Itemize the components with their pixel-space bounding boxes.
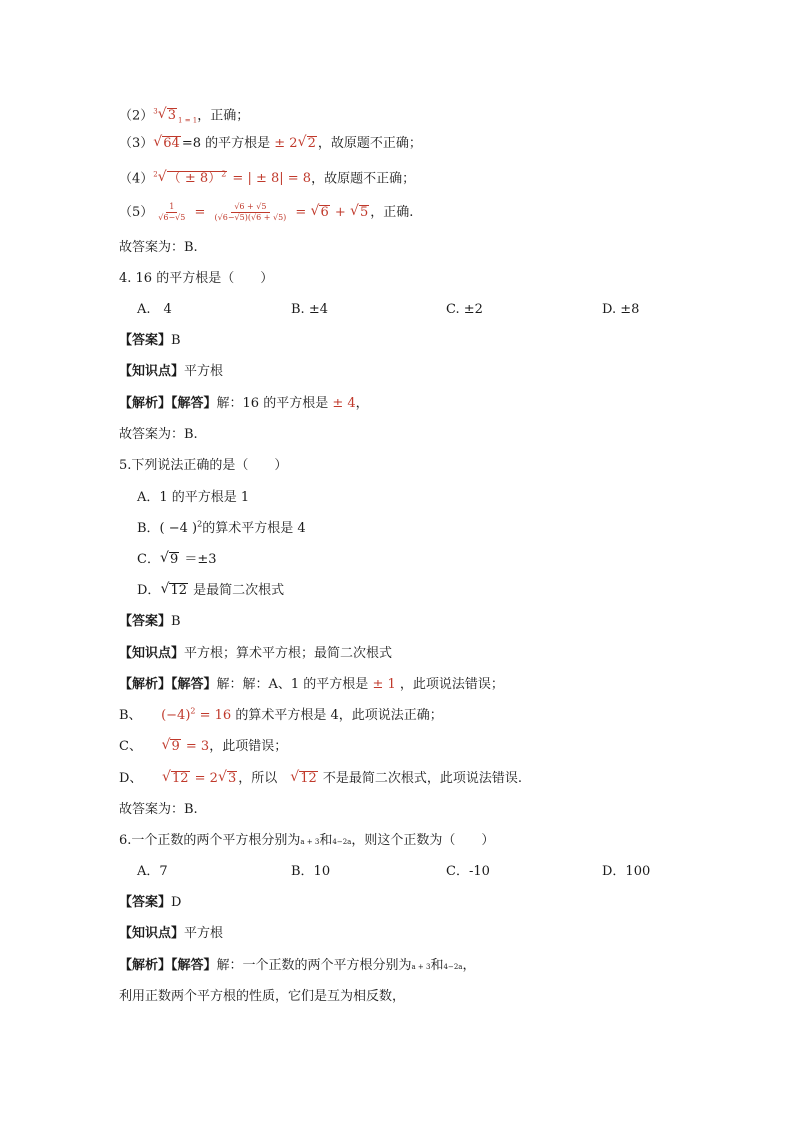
- math-expression: a + 3: [300, 838, 320, 846]
- answer-conclusion: 故答案为：B.: [119, 427, 198, 442]
- analysis-text: ，所以: [238, 771, 278, 786]
- line-text: ，故原题不正确；: [317, 136, 422, 151]
- knowledge-point-value: 平方根；算术平方根；最简二次根式: [184, 646, 393, 661]
- analysis-text: ，此项错误；: [209, 739, 288, 754]
- analysis-text: 的算术平方根是 4，此项说法正确；: [231, 708, 443, 723]
- answer-value: B: [171, 333, 181, 348]
- math-expression: = 16: [195, 708, 232, 723]
- fraction-numerator: 1: [166, 202, 177, 213]
- option-c: C. ±2: [446, 302, 483, 317]
- math-expression: 4−2a: [332, 838, 352, 846]
- radical: [298, 135, 317, 153]
- radical: [158, 170, 228, 188]
- item-number: （2）: [119, 108, 154, 124]
- knowledge-point-line: [119, 645, 392, 663]
- analysis-text: ，: [462, 958, 476, 973]
- analysis-label: 【解析】【解答】: [119, 958, 217, 973]
- solution-line-4: [119, 166, 415, 188]
- option-c: [137, 551, 217, 569]
- option-text: B．( −4 ): [137, 521, 198, 536]
- answer-label: 【答案】: [119, 895, 172, 910]
- answer-line: [119, 613, 181, 631]
- analysis-d-line: [119, 770, 522, 788]
- item-number: （3）: [119, 136, 154, 151]
- math-expression: = 3: [181, 739, 210, 754]
- solution-line-2: [119, 103, 249, 130]
- plus-sign: +: [334, 205, 346, 220]
- item-number: （5）: [119, 205, 154, 220]
- question-text: 6.一个正数的两个平方根分别为: [119, 833, 301, 848]
- radical: [160, 551, 179, 569]
- analysis-text: 不是最简二次根式，此项说法错误.: [318, 771, 523, 786]
- option-text: 的算术平方根是 4: [202, 521, 306, 536]
- option-text: 是最简二次根式: [188, 583, 285, 598]
- knowledge-point-value: 平方根: [184, 926, 224, 941]
- fraction: [155, 202, 188, 223]
- knowledge-point-value: 平方根: [184, 364, 224, 379]
- radicand: 12: [171, 771, 189, 786]
- option-a: A. 4: [137, 302, 172, 317]
- radicand: 3: [167, 108, 177, 124]
- math-expression: ± 4: [332, 396, 356, 411]
- line-text: =8 的平方根是: [181, 136, 271, 151]
- radical: [161, 738, 180, 756]
- radicand: 64: [163, 136, 180, 151]
- analysis-text: 解：16 的平方根是: [216, 396, 329, 411]
- radicand: 5: [359, 205, 369, 220]
- question-text: 和: [319, 833, 333, 848]
- radicand: 12: [170, 583, 187, 598]
- analysis-text: 解：一个正数的两个平方根分别为: [216, 958, 412, 973]
- radicand: 3: [227, 771, 237, 786]
- radicand: （ ± 8）: [167, 171, 222, 187]
- exponent: 2: [221, 170, 227, 179]
- option-text: C．: [137, 552, 160, 567]
- answer-conclusion: 故答案为：B.: [119, 802, 198, 817]
- answer-value: B: [171, 614, 181, 629]
- option-text: D．: [137, 583, 161, 598]
- line-text: ，故原题不正确；: [311, 171, 416, 187]
- option-b: [137, 520, 306, 538]
- math-expression: (−4): [161, 708, 191, 723]
- exponent: 2: [190, 706, 196, 716]
- knowledge-point-line: [119, 925, 223, 943]
- radical: [290, 770, 318, 788]
- question-6-stem: [119, 832, 494, 851]
- answer-label: 【答案】: [119, 333, 172, 348]
- solution-line-3: [119, 135, 422, 153]
- fraction-denominator: (√6−√5)(√6 + √5): [214, 213, 287, 222]
- radical: [218, 770, 237, 788]
- line-text: ，正确；: [197, 108, 250, 124]
- radical: [162, 770, 190, 788]
- analysis-b-line: [119, 707, 443, 725]
- option-c: C．-10: [446, 864, 490, 879]
- option-d: D．100: [602, 864, 651, 879]
- option-d: D. ±8: [602, 302, 640, 317]
- equals-sign: =: [194, 205, 206, 220]
- equals-sign: =: [295, 205, 307, 220]
- option-d: [137, 582, 284, 600]
- answer-value: D: [171, 895, 182, 910]
- answer-line: [119, 894, 181, 912]
- question-5-stem: 5.下列说法正确的是（ ）: [119, 458, 288, 473]
- knowledge-point-label: 【知识点】: [119, 646, 185, 661]
- solution-line-5: [119, 200, 413, 226]
- root-index: 3: [153, 108, 158, 116]
- question-text: ，则这个正数为（ ）: [351, 833, 495, 848]
- fraction-denominator: √6−√5: [158, 213, 186, 222]
- analysis-label: 【解析】【解答】: [119, 396, 217, 411]
- analysis-text: 解：解：A、1 的平方根是: [216, 677, 369, 692]
- radical: [153, 135, 181, 153]
- option-b: B. ±4: [291, 302, 328, 317]
- question-4-stem: 4. 16 的平方根是（ ）: [119, 271, 274, 286]
- answer-conclusion: 故答案为：B.: [119, 240, 198, 255]
- option-text: ＝±3: [180, 552, 217, 567]
- math-expression: = | ± 8| = 8: [228, 171, 312, 187]
- math-expression: ± 2: [274, 136, 298, 151]
- radicand: 2: [307, 136, 316, 151]
- option-a: A．1 的平方根是 1: [137, 490, 250, 505]
- math-expression: ± 1: [372, 677, 396, 692]
- analysis-line: [119, 957, 475, 976]
- sub-label: B、: [119, 708, 136, 723]
- knowledge-point-line: [119, 363, 223, 381]
- analysis-line: [119, 676, 504, 694]
- analysis-c-line: [119, 738, 287, 756]
- line-text: ，正确.: [370, 205, 414, 220]
- knowledge-point-label: 【知识点】: [119, 364, 185, 379]
- radicand: 6: [320, 205, 329, 220]
- math-subscript: 1 = 1: [178, 116, 198, 125]
- analysis-line: [119, 395, 369, 413]
- radicand: 12: [300, 771, 317, 786]
- analysis-reasoning: 利用正数两个平方根的性质，它们是互为相反数，: [119, 989, 406, 1004]
- math-expression: a + 3: [411, 963, 431, 971]
- option-b: B．10: [291, 864, 331, 879]
- radical: [350, 200, 369, 226]
- radical: [310, 200, 329, 226]
- answer-label: 【答案】: [119, 614, 172, 629]
- fraction: [212, 202, 290, 223]
- math-expression: 4−2a: [443, 963, 463, 971]
- analysis-text: ，: [355, 396, 369, 411]
- radical: [158, 107, 177, 125]
- math-expression: = 2: [190, 771, 218, 786]
- sub-label: D、: [119, 771, 136, 786]
- exponent: 2: [197, 519, 203, 529]
- option-a: A．7: [137, 864, 168, 879]
- radicand: 9: [169, 552, 179, 567]
- analysis-label: 【解析】【解答】: [119, 677, 217, 692]
- analysis-text: 和: [430, 958, 444, 973]
- sub-label: C、: [119, 739, 136, 754]
- root-index: 2: [153, 171, 158, 179]
- answer-line: [119, 332, 181, 350]
- knowledge-point-label: 【知识点】: [119, 926, 185, 941]
- analysis-text: ，此项说法错误；: [399, 677, 504, 692]
- item-number: （4）: [119, 171, 154, 187]
- fraction-numerator: √6 + √5: [231, 202, 269, 213]
- radicand: 9: [171, 739, 180, 754]
- radical: [160, 582, 188, 600]
